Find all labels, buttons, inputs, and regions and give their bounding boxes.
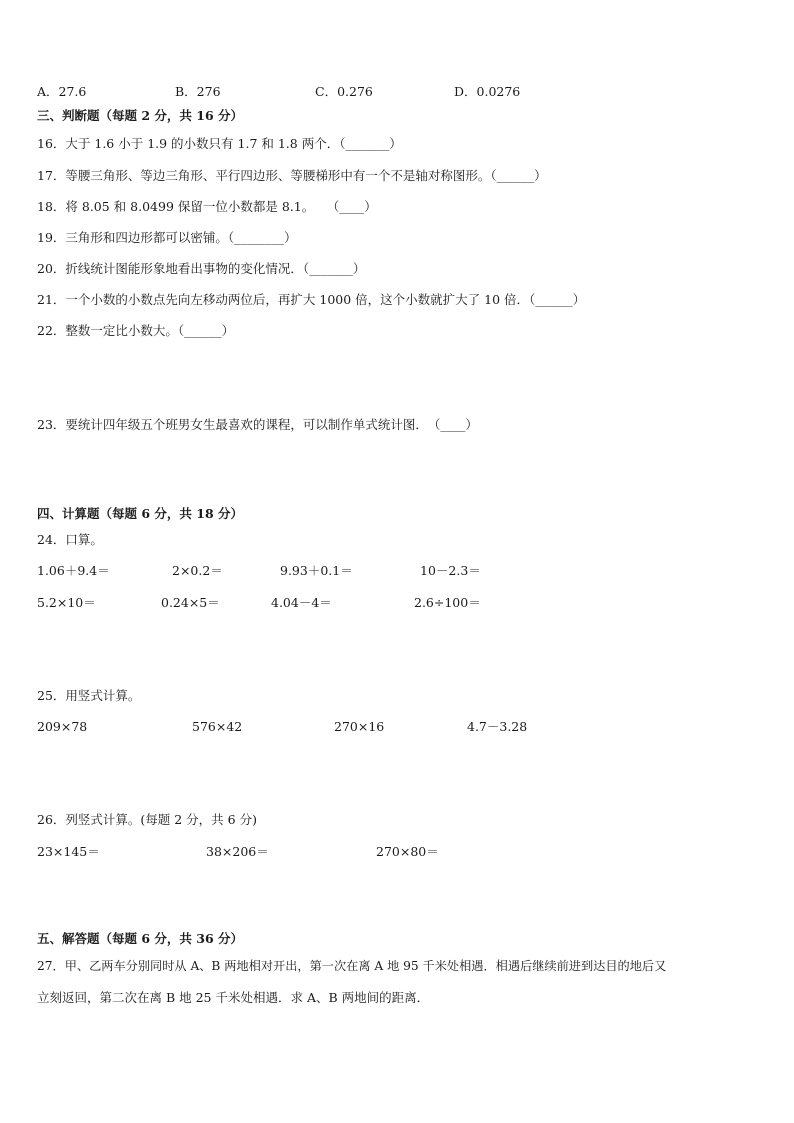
question-26-label: 26．列竖式计算。(每题 2 分，共 6 分): [37, 812, 257, 827]
calc-item: 1.06＋9.4＝: [37, 563, 110, 578]
question-19: 19．三角形和四边形都可以密铺。（________）: [37, 230, 297, 245]
question-25-label: 25．用竖式计算。: [37, 688, 141, 703]
calc-item: 23×145＝: [37, 844, 100, 859]
calc-item: 10－2.3＝: [420, 563, 481, 578]
choice-c: C．0.276: [315, 84, 373, 99]
question-22: 22．整数一定比小数大。（______）: [37, 323, 235, 338]
calc-item: 4.04－4＝: [271, 595, 332, 610]
calc-item: 2.6÷100＝: [414, 595, 481, 610]
calc-item: 270×16: [334, 719, 385, 734]
calc-item: 2×0.2＝: [172, 563, 223, 578]
question-17: 17．等腰三角形、等边三角形、平行四边形、等腰梯形中有一个不是轴对称图形。（______）: [37, 168, 547, 183]
section4-heading: 四、计算题（每题 6 分，共 18 分）: [37, 506, 244, 521]
section3-heading: 三、判断题（每题 2 分，共 16 分）: [37, 108, 244, 123]
calc-item: 0.24×5＝: [161, 595, 220, 610]
calc-item: 209×78: [37, 719, 88, 734]
calc-item: 576×42: [192, 719, 243, 734]
choice-d: D．0.0276: [454, 84, 521, 99]
calc-item: 9.93＋0.1＝: [280, 563, 353, 578]
question-20: 20．折线统计图能形象地看出事物的变化情况．（_______）: [37, 261, 366, 276]
choice-a: A．27.6: [37, 84, 87, 99]
question-24-label: 24．口算。: [37, 532, 103, 547]
choice-b: B．276: [175, 84, 221, 99]
calc-item: 5.2×10＝: [37, 595, 96, 610]
calc-item: 270×80＝: [376, 844, 439, 859]
question-16: 16．大于 1.6 小于 1.9 的小数只有 1.7 和 1.8 两个．（_______）: [37, 136, 402, 151]
question-27-line-2: 立刻返回，第二次在离 B 地 25 千米处相遇．求 A、B 两地间的距离．: [37, 990, 430, 1005]
calc-item: 38×206＝: [206, 844, 269, 859]
section5-heading: 五、解答题（每题 6 分，共 36 分）: [37, 931, 244, 946]
question-23: 23．要统计四年级五个班男女生最喜欢的课程，可以制作单式统计图． （____）: [37, 417, 478, 432]
calc-item: 4.7－3.28: [467, 719, 528, 734]
question-21: 21．一个小数的小数点先向左移动两位后，再扩大 1000 倍，这个小数就扩大了 10 倍．（______）: [37, 292, 586, 307]
question-27-line-1: 27．甲、乙两车分别同时从 A、B 两地相对开出，第一次在离 A 地 95 千米处相遇．相遇后继续前进到达目的地后又: [37, 959, 667, 973]
question-18: 18．将 8.05 和 8.0499 保留一位小数都是 8.1。 （____）: [37, 199, 377, 214]
